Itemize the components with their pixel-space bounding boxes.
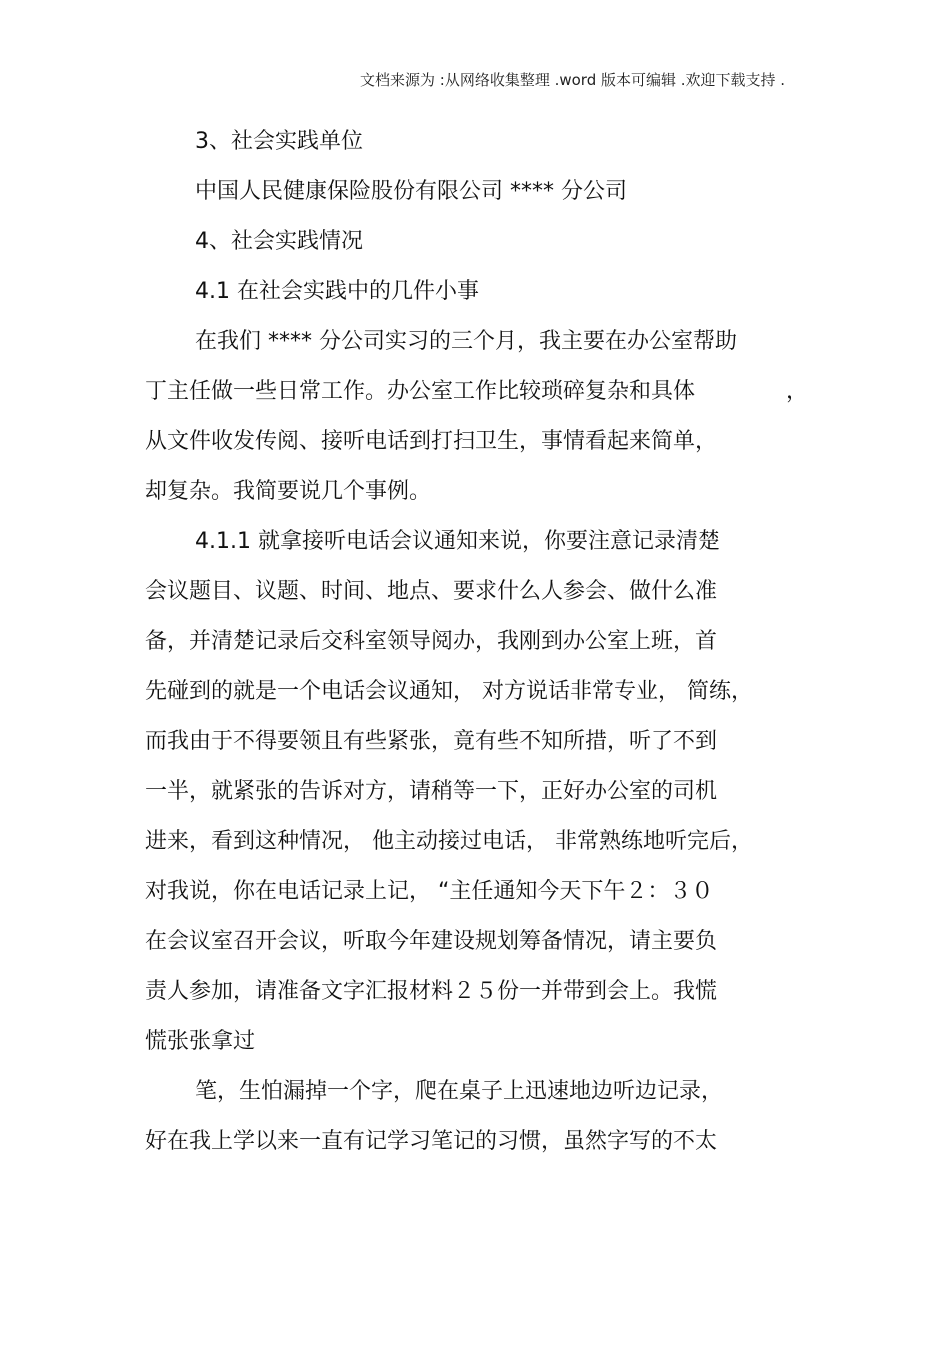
section-heading-3: 3、社会实践单位	[195, 129, 363, 154]
paragraph-line: 进来，看到这种情况， 他主动接过电话， 非常熟练地听完后，	[145, 829, 753, 854]
paragraph-line: 一半，就紧张的告诉对方，请稍等一下，正好办公室的司机	[145, 779, 718, 804]
paragraph-line: 好在我上学以来一直有记学习笔记的习惯，虽然字写的不太	[145, 1129, 718, 1154]
section-heading-4: 4、社会实践情况	[195, 229, 363, 254]
paragraph-line: 而我由于不得要领且有些紧张，竟有些不知所措，听了不到	[145, 729, 718, 754]
paragraph-line: 在我们 **** 分公司实习的三个月，我主要在办公室帮助	[195, 329, 737, 354]
paragraph-line: 丁主任做一些日常工作。办公室工作比较琐碎复杂和具体	[145, 379, 696, 404]
paragraph-line: 慌张张拿过	[145, 1029, 256, 1054]
paragraph-line-comma: ，	[786, 379, 809, 404]
paragraph-line: 笔，生怕漏掉一个字，爬在桌子上迅速地边听边记录，	[195, 1079, 724, 1104]
paragraph-line: 会议题目、议题、时间、地点、要求什么人参会、做什么准	[145, 579, 718, 604]
paragraph-line: 对我说，你在电话记录上记， “主任通知今天下午２：３０	[145, 879, 714, 904]
paragraph-line: 责人参加，请准备文字汇报材料２５份一并带到会上。我慌	[145, 979, 718, 1004]
paragraph-line: 在会议室召开会议，听取今年建设规划筹备情况，请主要负	[145, 929, 718, 954]
subsection-heading-4-1: 4.1 在社会实践中的几件小事	[195, 279, 479, 304]
subsection-paragraph-4-1-1: 4.1.1 就拿接听电话会议通知来说，你要注意记录清楚	[195, 529, 720, 554]
company-name-line: 中国人民健康保险股份有限公司 **** 分公司	[195, 179, 627, 204]
paragraph-line: 备，并清楚记录后交科室领导阅办，我刚到办公室上班，首	[145, 629, 718, 654]
paragraph-line: 却复杂。我简要说几个事例。	[145, 479, 432, 504]
paragraph-line: 从文件收发传阅、接听电话到打扫卫生，事情看起来简单，	[145, 429, 718, 454]
page-header: 文档来源为 :从网络收集整理 .word 版本可编辑 .欢迎下载支持 .	[360, 71, 786, 89]
paragraph-line: 先碰到的就是一个电话会议通知， 对方说话非常专业， 简练，	[145, 679, 753, 704]
